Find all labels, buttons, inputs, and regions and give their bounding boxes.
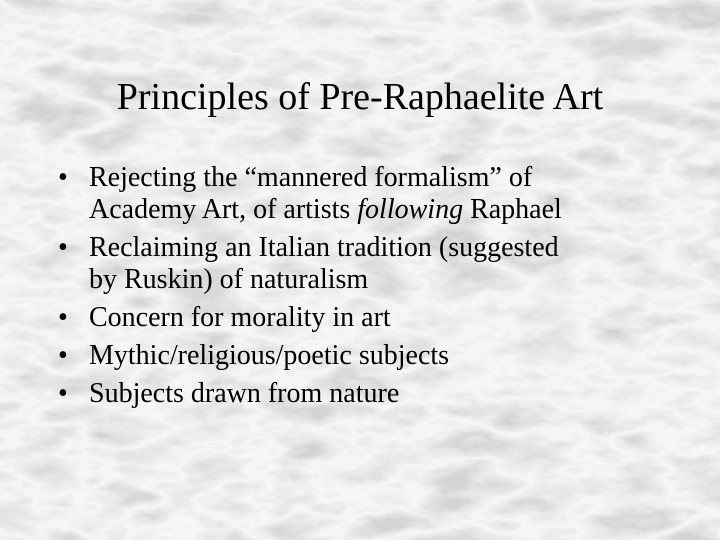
bullet-dot-icon: •: [58, 232, 68, 263]
bullet-text: Mythic/religious/poetic subjects: [89, 340, 450, 371]
bullet-line: [89, 378, 690, 410]
bullet-line: [89, 232, 690, 264]
bullet-item: [0, 162, 720, 226]
bullet-item: [0, 302, 720, 334]
bullet-list: [0, 162, 720, 410]
bullet-text: Subjects drawn from nature: [89, 378, 400, 409]
bullet-dot-icon: •: [58, 378, 68, 409]
emphasis-text: following: [357, 194, 464, 225]
bullet-item: [0, 378, 720, 410]
bullet-text: Academy Art, of artists: [89, 194, 358, 225]
slide-title: Principles of Pre-Raphaelite Art: [116, 76, 604, 118]
bullet-text: by Ruskin) of naturalism: [89, 264, 369, 295]
bullet-dot-icon: •: [58, 162, 68, 193]
bullet-item: [0, 340, 720, 372]
bullet-text: Rejecting the “mannered formalism” of: [89, 162, 533, 193]
bullet-text: Reclaiming an Italian tradition (suggested: [89, 232, 559, 263]
bullet-line: [89, 162, 690, 194]
bullet-item: [0, 232, 720, 296]
bullet-text: Concern for morality in art: [89, 302, 391, 333]
bullet-line: [89, 302, 690, 334]
bullet-dot-icon: •: [58, 302, 68, 333]
bullet-dot-icon: •: [58, 340, 68, 371]
bullet-text: Raphael: [463, 194, 562, 225]
bullet-line: [89, 264, 690, 296]
bullet-line: [89, 340, 690, 372]
bullet-line: [89, 194, 690, 226]
